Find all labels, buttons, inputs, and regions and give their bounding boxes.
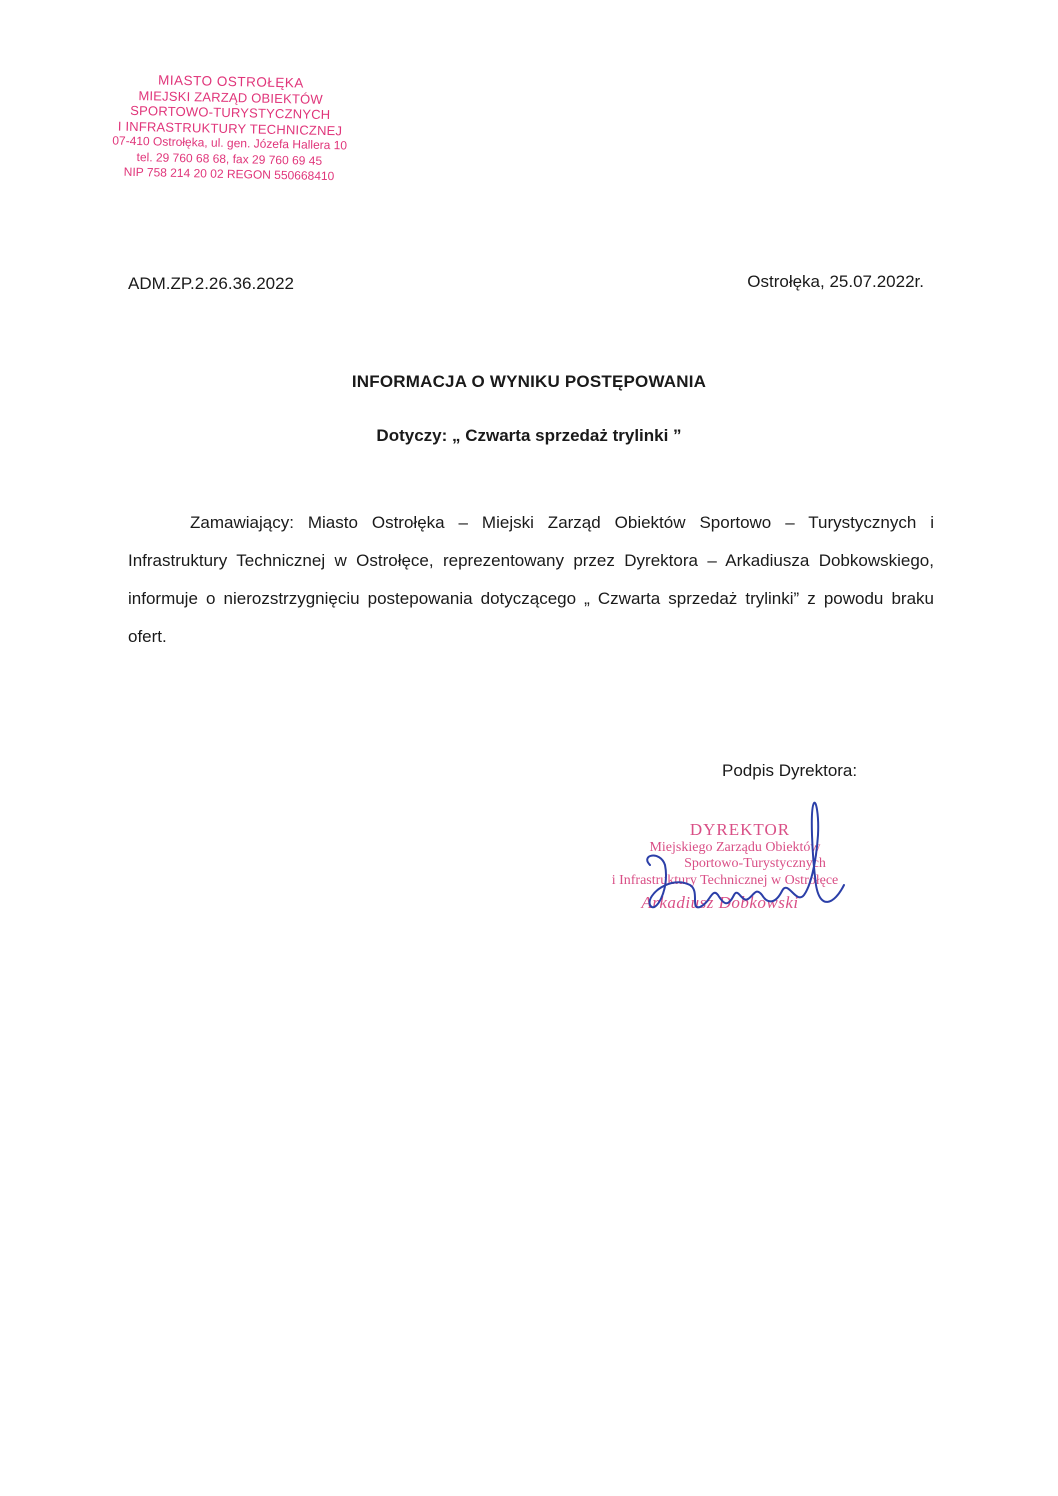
document-date: Ostrołęka, 25.07.2022r. <box>747 272 924 291</box>
stamp-line-phone: tel. 29 760 68 68, fax 29 760 69 45 <box>136 149 323 168</box>
stamp-line-sport: SPORTOWO-TURYSTYCZNYCH <box>130 102 331 123</box>
document-title: INFORMACJA O WYNIKU POSTĘPOWANIA <box>351 372 707 391</box>
director-stamp-sport: Sportowo-Turystycznych <box>684 856 826 871</box>
stamp-line-tax-ids: NIP 758 214 20 02 REGON 550668410 <box>123 164 335 184</box>
director-stamp-office: Miejskiego Zarządu Obiektów <box>649 840 821 855</box>
institution-stamp <box>59 70 401 186</box>
director-stamp-title: DYREKTOR <box>689 820 791 839</box>
signature-label: Podpis Dyrektora: <box>722 761 858 780</box>
director-stamp-name: Arkadiusz Dobkowski <box>641 893 799 912</box>
stamp-line-infrastructure: I INFRASTRUKTURY TECHNICZNEJ <box>117 118 343 138</box>
document-reference: ADM.ZP.2.26.36.2022 <box>128 274 295 293</box>
document-subject: Dotyczy: „ Czwarta sprzedaż trylinki ” <box>376 426 682 445</box>
stamp-line-address: 07-410 Ostrołęka, ul. gen. Józefa Hallera 10 <box>112 133 348 153</box>
director-stamp-infrastructure: i Infrastruktury Technicznej w Ostrołęce <box>611 873 839 888</box>
document-body: Zamawiający: Miasto Ostrołęka – Miejski Zarząd Obiektów Sportowo – Turystycznych i Infrastruktury Technicznej w Ostrołęce, reprezentowany przez Dyrektora – Arkadiusza Dobkowskiego, informuje o nierozstrzygnięciu postepowania dotyczącego „ Czwarta sprzedaż trylinki” z powodu braku ofert. <box>128 513 934 646</box>
stamp-line-office: MIEJSKI ZARZĄD OBIEKTÓW <box>138 87 324 107</box>
handwritten-signature <box>620 795 850 935</box>
stamp-line-city: MIASTO OSTROŁĘKA <box>157 72 305 91</box>
